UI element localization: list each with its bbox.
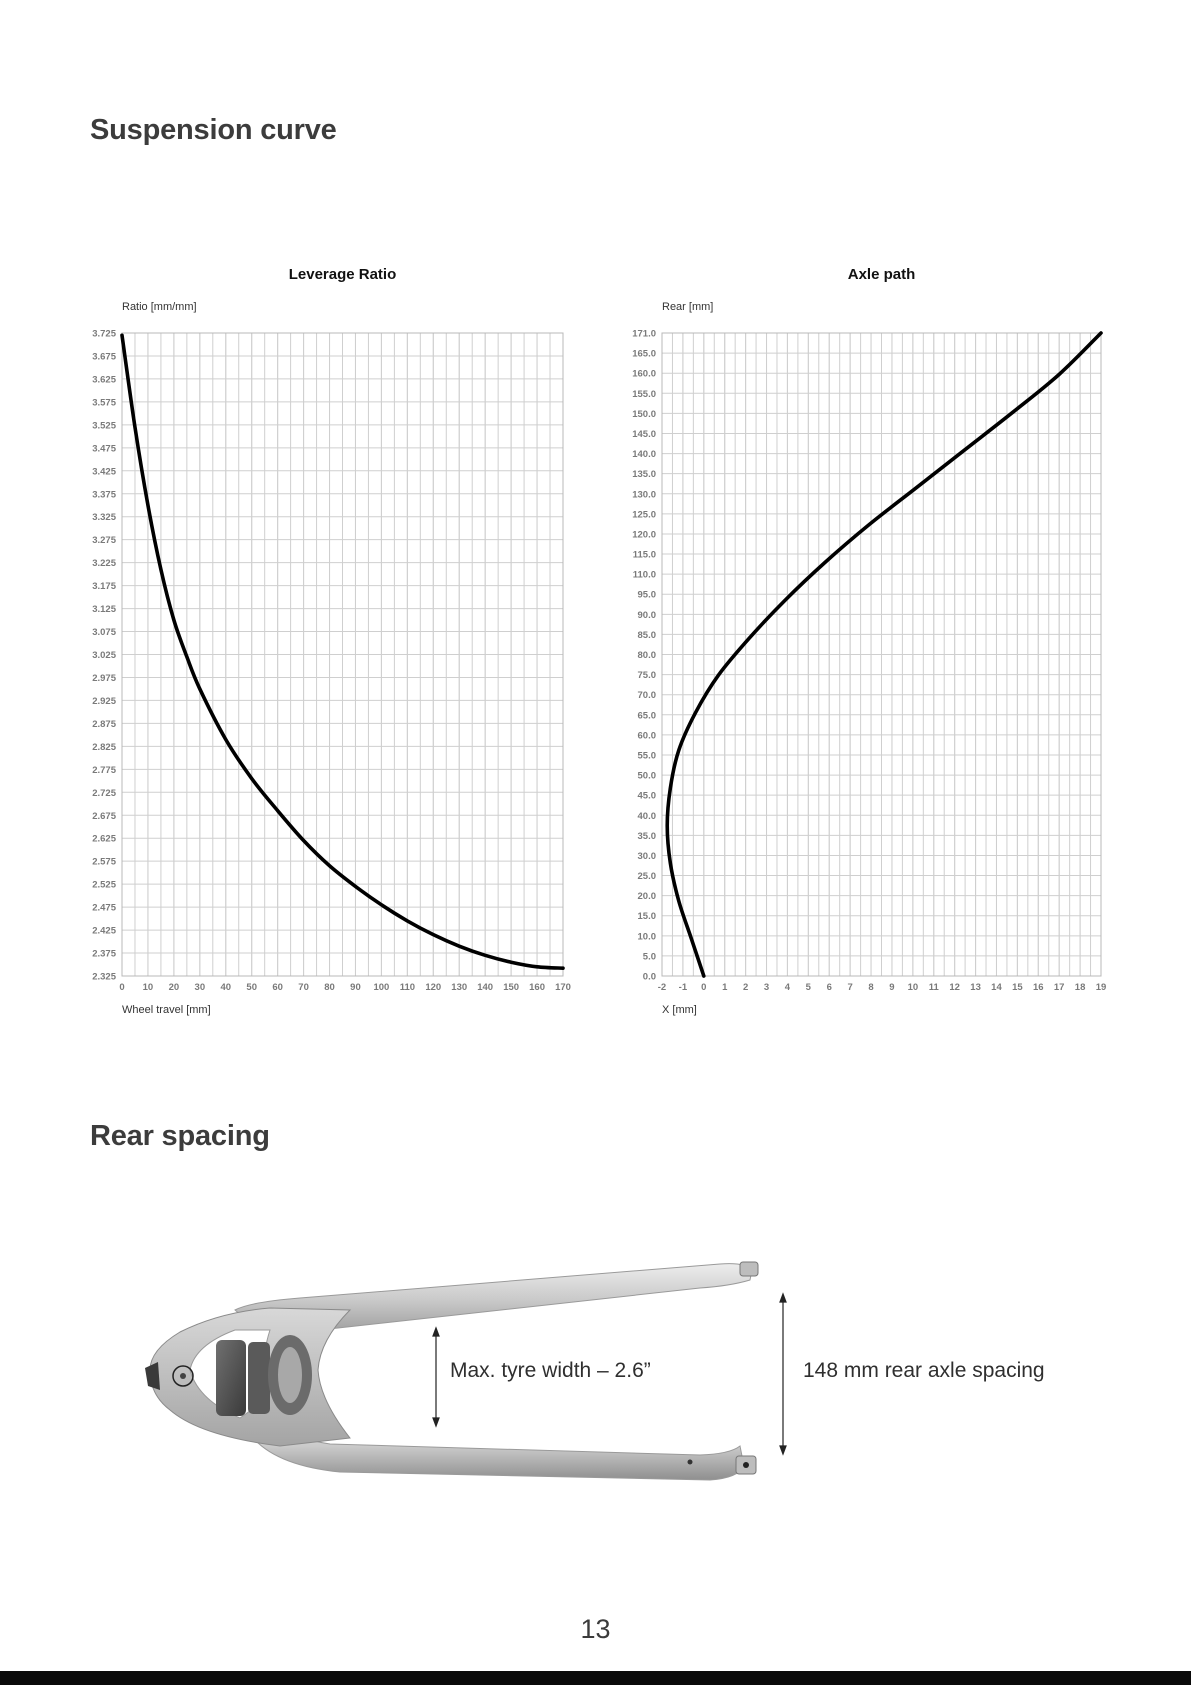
x-tick-label: 60	[272, 982, 283, 993]
y-tick-label: 5.0	[642, 951, 656, 963]
x-tick-label: 10	[142, 982, 154, 993]
x-tick-label: 7	[847, 982, 853, 993]
y-tick-label: 3.375	[92, 489, 116, 501]
y-axis-label: Ratio [mm/mm]	[122, 301, 197, 313]
y-tick-label: 3.325	[92, 512, 116, 524]
y-axis-label: Rear [mm]	[662, 301, 714, 313]
section-heading-suspension-curve: Suspension curve	[90, 114, 337, 146]
x-tick-label: 30	[194, 982, 206, 993]
y-tick-label: 3.175	[92, 581, 116, 593]
y-tick-label: 2.875	[92, 718, 116, 730]
y-tick-label: 3.425	[92, 466, 116, 478]
axle-path-chart	[632, 266, 1106, 1016]
y-tick-label: 3.675	[92, 351, 116, 363]
y-tick-label: 2.625	[92, 833, 116, 845]
x-tick-label: 12	[949, 982, 960, 993]
y-tick-label: 70.0	[637, 690, 656, 702]
x-tick-label: 40	[220, 982, 232, 993]
y-tick-label: 35.0	[637, 830, 656, 842]
x-tick-label: 130	[451, 982, 468, 993]
x-tick-label: 8	[868, 982, 874, 993]
x-tick-label: -1	[678, 982, 688, 993]
y-tick-label: 3.125	[92, 604, 116, 616]
y-tick-label: 130.0	[632, 489, 656, 501]
y-tick-label: 95.0	[637, 589, 656, 601]
y-tick-label: 155.0	[632, 388, 656, 400]
x-tick-label: 80	[324, 982, 335, 993]
x-tick-label: 150	[503, 982, 520, 993]
y-tick-label: 171.0	[632, 328, 656, 340]
y-tick-label: 165.0	[632, 348, 656, 360]
x-tick-label: 10	[907, 982, 919, 993]
y-tick-label: 30.0	[637, 850, 656, 862]
x-tick-label: 170	[555, 982, 571, 993]
x-axis-label: X [mm]	[662, 1004, 697, 1016]
x-tick-label: 100	[373, 982, 390, 993]
x-tick-label: 0	[119, 982, 125, 993]
x-axis-label: Wheel travel [mm]	[122, 1004, 211, 1016]
y-tick-label: 2.475	[92, 902, 116, 914]
y-tick-label: 2.375	[92, 948, 116, 960]
bottom-bar	[0, 1671, 1191, 1685]
y-tick-label: 2.975	[92, 672, 116, 684]
y-tick-label: 135.0	[632, 469, 656, 481]
y-tick-label: 2.325	[92, 971, 116, 983]
suspension-charts	[0, 250, 1191, 1030]
y-tick-label: 3.575	[92, 397, 116, 409]
x-tick-label: 2	[742, 982, 749, 993]
x-tick-label: 3	[763, 982, 770, 993]
y-tick-label: 20.0	[637, 891, 656, 903]
y-tick-label: 3.525	[92, 420, 116, 432]
x-tick-label: 16	[1032, 982, 1044, 993]
x-tick-label: 19	[1095, 982, 1107, 993]
y-tick-label: 160.0	[632, 368, 656, 380]
x-tick-label: 17	[1053, 982, 1065, 993]
y-tick-label: 125.0	[632, 509, 656, 521]
x-tick-label: 140	[477, 982, 494, 993]
y-tick-label: 2.425	[92, 925, 116, 937]
y-tick-label: 55.0	[637, 750, 656, 762]
y-tick-label: 2.825	[92, 741, 116, 753]
y-tick-label: 10.0	[637, 931, 656, 943]
y-tick-label: 2.725	[92, 787, 116, 799]
leverage-ratio-chart	[92, 266, 571, 1016]
y-tick-label: 3.475	[92, 443, 116, 455]
y-tick-label: 25.0	[637, 871, 656, 883]
y-tick-label: 60.0	[637, 730, 656, 742]
x-tick-label: 15	[1012, 982, 1023, 993]
x-tick-label: -2	[657, 982, 667, 993]
x-tick-label: 120	[425, 982, 442, 993]
axle-spacing-arrow	[780, 1294, 786, 1454]
x-tick-label: 70	[298, 982, 309, 993]
y-tick-label: 3.225	[92, 558, 116, 570]
y-tick-label: 115.0	[632, 549, 656, 561]
x-tick-label: 9	[889, 982, 895, 993]
x-tick-label: 11	[928, 982, 939, 993]
x-tick-label: 50	[246, 982, 257, 993]
y-tick-label: 2.925	[92, 695, 116, 707]
grid	[122, 333, 563, 976]
y-tick-label: 65.0	[637, 710, 656, 722]
y-tick-label: 2.525	[92, 879, 116, 891]
chart-title: Leverage Ratio	[288, 266, 397, 283]
x-tick-label: 1	[722, 982, 728, 993]
y-tick-label: 110.0	[632, 569, 656, 581]
y-tick-label: 15.0	[637, 911, 656, 923]
y-tick-label: 2.775	[92, 764, 116, 776]
y-tick-label: 3.275	[92, 535, 116, 547]
y-tick-label: 2.575	[92, 856, 116, 868]
y-tick-label: 145.0	[632, 428, 656, 440]
grid	[662, 333, 1101, 976]
y-tick-label: 80.0	[637, 650, 656, 661]
y-tick-label: 3.075	[92, 627, 116, 639]
y-tick-label: 140.0	[632, 449, 656, 461]
y-tick-label: 85.0	[637, 629, 656, 641]
x-tick-label: 18	[1074, 982, 1086, 993]
axle-spacing-label: 148 mm rear axle spacing	[803, 1359, 1045, 1382]
x-tick-label: 13	[970, 982, 981, 993]
y-tick-label: 90.0	[637, 609, 656, 621]
x-tick-label: 160	[529, 982, 545, 993]
tyre-width-label: Max. tyre width – 2.6”	[450, 1359, 651, 1382]
y-tick-label: 50.0	[637, 770, 656, 782]
y-tick-label: 45.0	[637, 790, 656, 802]
y-tick-label: 2.675	[92, 810, 116, 822]
chart-title: Axle path	[847, 266, 916, 283]
x-tick-label: 20	[168, 982, 180, 993]
y-tick-label: 0.0	[642, 971, 656, 983]
x-tick-label: 4	[784, 982, 791, 993]
y-tick-label: 3.725	[92, 328, 116, 340]
y-tick-label: 3.025	[92, 650, 116, 661]
y-tick-label: 40.0	[637, 810, 656, 822]
x-tick-label: 6	[826, 982, 832, 993]
y-tick-label: 3.625	[92, 374, 116, 386]
section-heading-rear-spacing: Rear spacing	[90, 1120, 270, 1152]
x-tick-label: 0	[701, 982, 707, 993]
y-tick-label: 150.0	[632, 408, 656, 420]
x-tick-label: 14	[991, 982, 1002, 993]
tyre-width-arrow	[433, 1328, 439, 1426]
x-tick-label: 90	[350, 982, 361, 993]
y-tick-label: 75.0	[637, 670, 656, 682]
page-number: 13	[580, 1614, 611, 1644]
x-tick-label: 5	[805, 982, 811, 993]
x-tick-label: 110	[399, 982, 416, 993]
y-tick-label: 120.0	[632, 529, 656, 541]
